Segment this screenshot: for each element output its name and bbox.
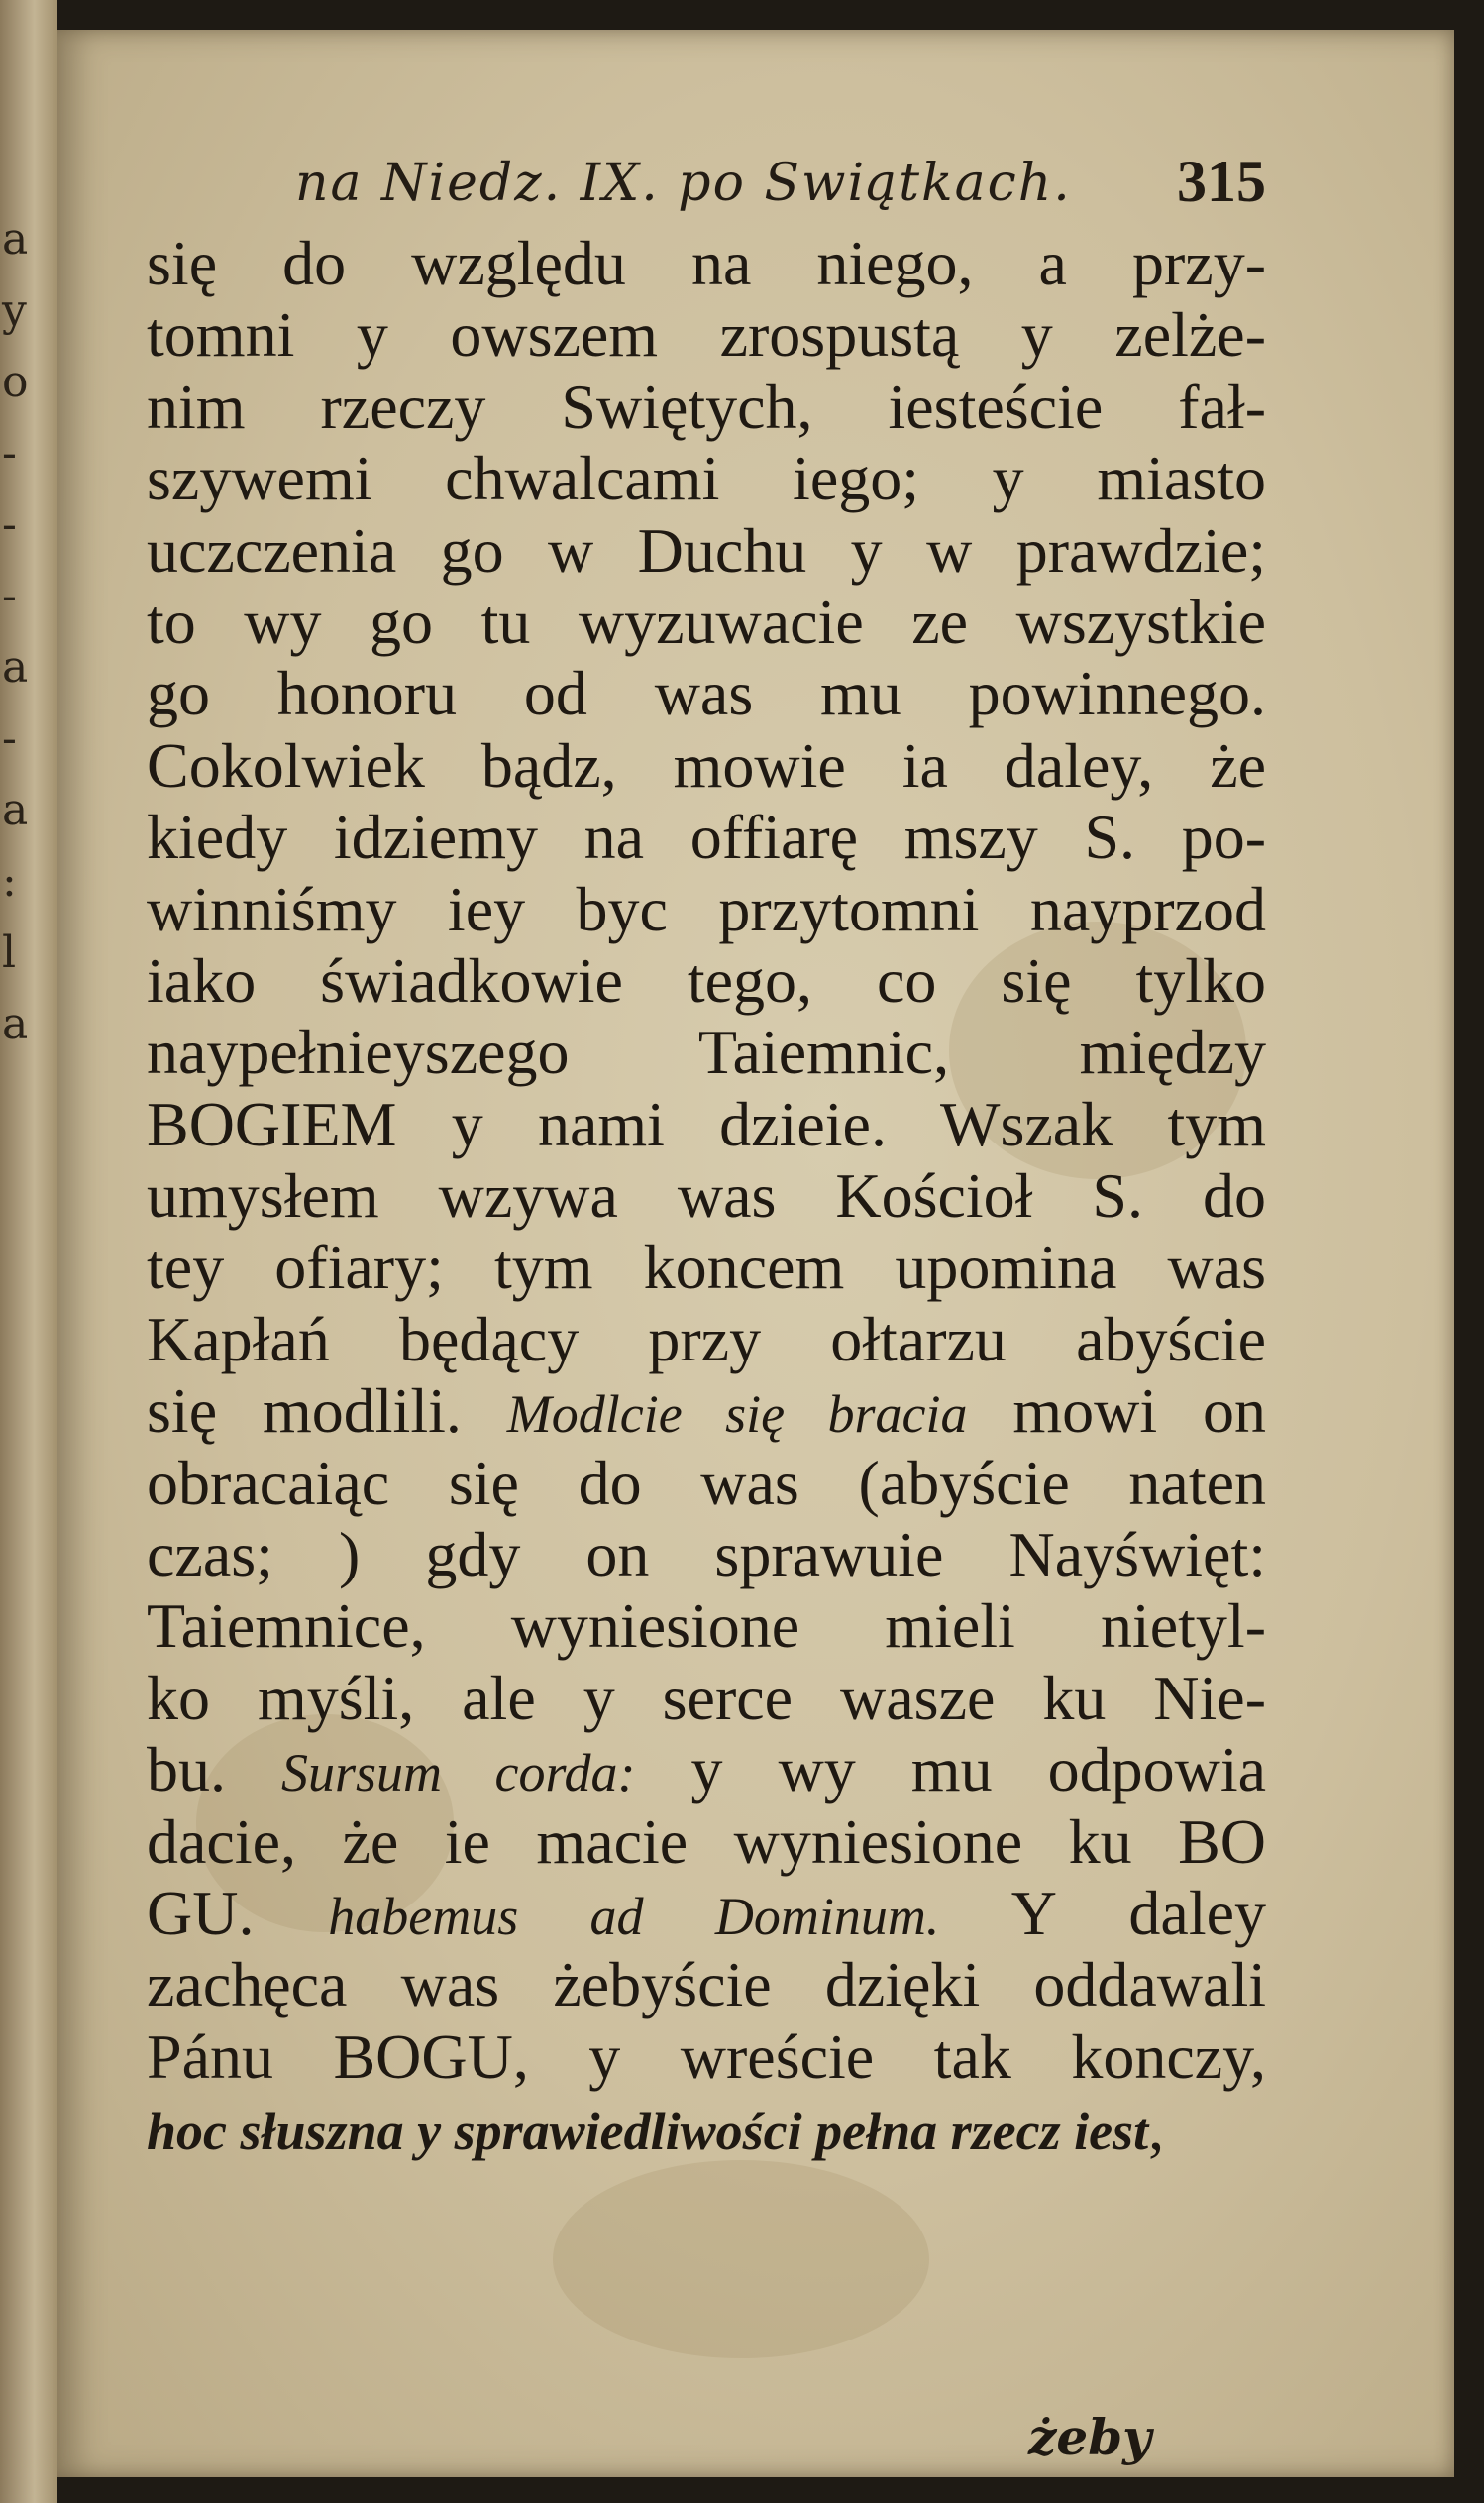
facing-page-letter: a xyxy=(2,642,29,693)
text-span: tey ofiary; tym koncem upomina was xyxy=(147,1232,1266,1303)
text-line xyxy=(147,1734,1266,1805)
text-line xyxy=(147,228,1266,299)
text-span: Pánu BOGU, y wreście tak konczy, xyxy=(147,2020,1266,2092)
text-span: umysłem wzywa was Kościoł S. do xyxy=(147,1160,1266,1232)
text-line xyxy=(147,372,1266,443)
text-line xyxy=(147,1806,1266,1878)
text-span: obracaiąc się do was (abyście naten xyxy=(147,1447,1266,1518)
text-span: BOGIEM y nami dzieie. Wszak tym xyxy=(147,1088,1266,1159)
text-line xyxy=(147,2021,1266,2093)
catchword: żeby xyxy=(1028,2408,1152,2466)
text-span: dacie, że ie macie wyniesione ku BO xyxy=(147,1805,1266,1877)
facing-page-letter: - xyxy=(2,571,17,621)
text-line xyxy=(147,1089,1266,1160)
facing-page-letter: a xyxy=(2,785,29,835)
body-text xyxy=(147,228,1266,2165)
facing-page-edge xyxy=(0,0,57,2503)
text-line xyxy=(147,1304,1266,1375)
text-span: Taiemnice, wyniesione mieli nietyl- xyxy=(147,1590,1266,1662)
text-span: y wy mu odpowia xyxy=(635,1734,1266,1805)
text-span: zachęca was żebyście dzięki oddawali xyxy=(147,1949,1266,2020)
page-number: 315 xyxy=(1177,149,1266,214)
book-page xyxy=(57,30,1454,2477)
text-span: Modlcie się bracia xyxy=(506,1384,968,1445)
facing-page-letter: a xyxy=(2,214,29,265)
facing-page-letter: o xyxy=(2,357,29,407)
text-span: nim rzeczy Swiętych, iesteście fał- xyxy=(147,371,1266,442)
text-span: , xyxy=(1148,2093,1165,2164)
text-span: to wy go tu wyzuwacie ze wszystkie xyxy=(147,586,1266,657)
text-line xyxy=(147,1590,1266,1662)
facing-page-letter: - xyxy=(2,713,17,764)
text-span: go honoru od was mu powinnego. xyxy=(147,658,1266,729)
text-line xyxy=(147,1663,1266,1734)
text-span: naypełnieyszego Taiemnic, między xyxy=(147,1017,1266,1088)
text-line xyxy=(147,515,1266,587)
text-line xyxy=(147,2093,1266,2164)
text-span: Cokolwiek bądz, mowie ia daley, że xyxy=(147,729,1266,801)
text-span: się do względu na niego, a przy- xyxy=(147,228,1266,298)
text-span: winniśmy iey byc przytomni nayprzod xyxy=(147,873,1266,944)
text-span: hoc słuszna y sprawiedliwości pełna rzecz iest xyxy=(147,2102,1149,2162)
text-line xyxy=(147,1375,1266,1447)
facing-page-letter: : xyxy=(2,856,17,907)
text-span: szywemi chwalcami iego; y miasto xyxy=(147,443,1266,514)
text-span: kiedy idziemy na offiarę mszy S. po- xyxy=(147,802,1266,873)
text-line xyxy=(147,299,1266,371)
text-span: ko myśli, ale y serce wasze ku Nie- xyxy=(147,1662,1266,1733)
facing-page-letter: y xyxy=(2,285,27,336)
text-line xyxy=(147,1519,1266,1590)
text-span: tomni y owszem zrospustą y zelże- xyxy=(147,299,1266,371)
text-line xyxy=(147,1878,1266,1949)
text-span: Sursum corda: xyxy=(281,1743,636,1803)
text-line xyxy=(147,945,1266,1017)
text-span: GU. xyxy=(147,1877,329,1948)
facing-page-letter: l xyxy=(2,927,17,978)
text-span: czas; ) gdy on sprawuie Nayświęt: xyxy=(147,1519,1266,1590)
text-line xyxy=(147,1232,1266,1303)
text-span: habemus ad Dominum. xyxy=(328,1886,940,1946)
text-span: się modlili. xyxy=(147,1375,507,1447)
text-span: Kapłań będący przy ołtarzu abyście xyxy=(147,1303,1266,1374)
paper-stain xyxy=(553,2160,929,2358)
text-span: iako świadkowie tego, co się tylko xyxy=(147,944,1266,1016)
facing-page-marks xyxy=(0,0,30,2503)
text-line xyxy=(147,874,1266,945)
text-span: bu. xyxy=(147,1734,282,1805)
facing-page-letter: a xyxy=(2,999,29,1049)
text-line xyxy=(147,658,1266,729)
text-line xyxy=(147,443,1266,514)
text-line xyxy=(147,730,1266,802)
text-span: Y daley xyxy=(939,1877,1267,1948)
text-line xyxy=(147,1017,1266,1088)
text-span: uczczenia go w Duchu y w prawdzie; xyxy=(147,514,1266,586)
facing-page-letter: - xyxy=(2,428,17,479)
facing-page-letter: - xyxy=(2,499,17,550)
text-line xyxy=(147,1949,1266,2020)
text-line xyxy=(147,587,1266,658)
text-line xyxy=(147,1448,1266,1519)
running-title: na Niedz. IX. po Swiątkach. xyxy=(295,154,1072,213)
text-line xyxy=(147,802,1266,873)
text-line xyxy=(147,1160,1266,1232)
page-header xyxy=(216,124,1266,213)
text-span: mowi on xyxy=(967,1375,1267,1447)
